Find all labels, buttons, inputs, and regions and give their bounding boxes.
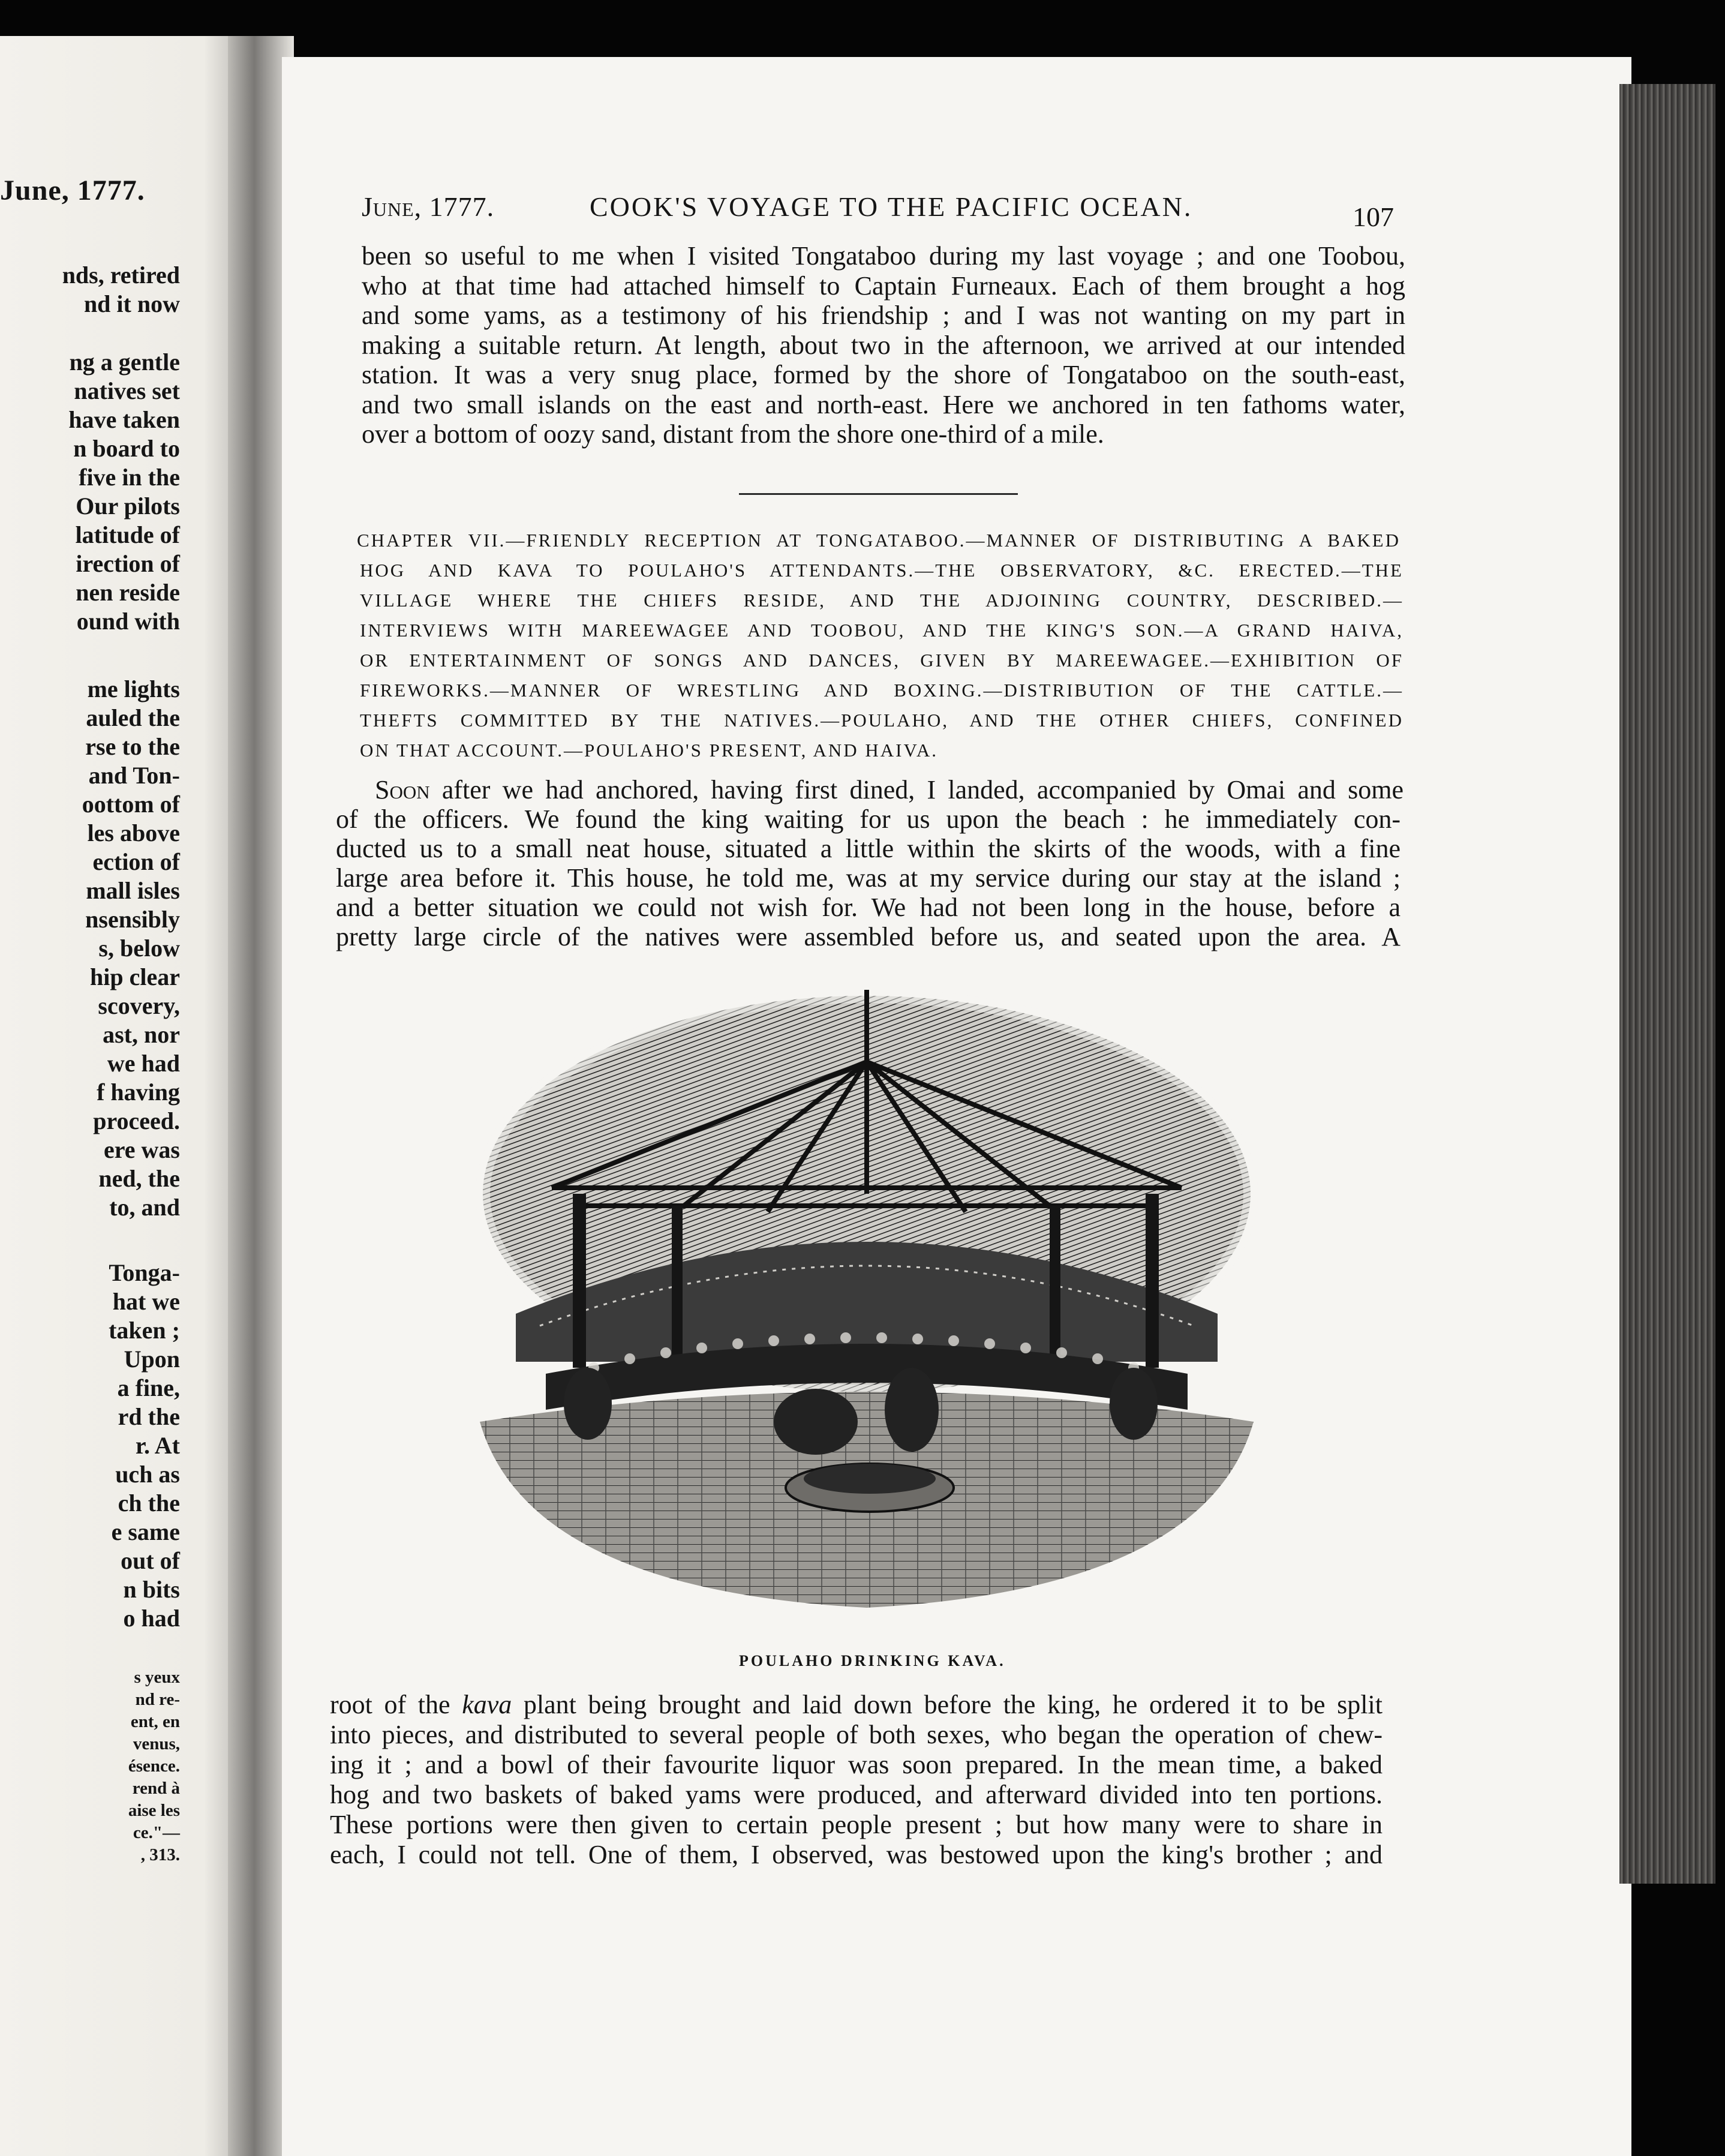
left-page-running-head: June, 1777. [0, 175, 145, 206]
text-line: large area before it. This house, he told me, was at my service during our stay at the island ; [336, 863, 1401, 893]
left-page-line: f having [97, 1079, 180, 1106]
left-page-line: a fine, [117, 1374, 180, 1401]
running-head-date: June, 1777. [362, 191, 495, 222]
left-page-line: irection of [76, 550, 180, 577]
left-page-line: n bits [123, 1576, 180, 1603]
left-page-line: ned, the [98, 1165, 180, 1192]
text-line: of the officers. We found the king waiting for us upon the beach : he immediately con- [336, 804, 1401, 834]
left-page-line: mall isles [86, 877, 180, 904]
text-line: into pieces, and distributed to several people of both sexes, who began the operation of chew- [330, 1720, 1383, 1749]
chapter-summary-line: OR ENTERTAINMENT OF SONGS AND DANCES, GIVEN BY MAREEWAGEE.—EXHIBITION OF [360, 650, 1404, 671]
left-page-line: n board to [73, 435, 180, 462]
italic-word: kava [462, 1690, 512, 1719]
left-page-line: oottom of [82, 791, 180, 818]
illustration-caption: POULAHO DRINKING KAVA. [739, 1652, 1006, 1669]
left-page-line: nds, retired [62, 262, 180, 289]
chapter-summary-line: FIREWORKS.—MANNER OF WRESTLING AND BOXING.—DISTRIBUTION OF THE CATTLE.— [360, 680, 1404, 701]
left-page-footnote-line: s yeux [134, 1668, 180, 1687]
text-line: each, I could not tell. One of them, I observed, was bestowed upon the king's brother ; and [330, 1840, 1383, 1869]
left-page-line: ng a gentle [69, 349, 180, 376]
chapter-summary-line: THEFTS COMMITTED BY THE NATIVES.—POULAHO, AND THE OTHER CHIEFS, CONFINED [360, 710, 1404, 731]
left-page-line: ch the [118, 1490, 180, 1517]
left-page-line: scovery, [98, 992, 180, 1019]
left-page-line: natives set [74, 377, 180, 404]
left-page-line: les above [87, 819, 180, 846]
text-line: making a suitable return. At length, about two in the afternoon, we arrived at our intended [362, 330, 1405, 360]
left-page-line: Upon [124, 1346, 180, 1373]
left-page-line: rse to the [85, 733, 180, 760]
text-line: pretty large circle of the natives were assembled before us, and seated upon the area. A [336, 922, 1401, 951]
section-divider-rule [739, 493, 1018, 495]
text-line: hog and two baskets of baked yams were produced, and afterward divided into ten portions. [330, 1780, 1383, 1809]
left-page-footnote-line: ésence. [128, 1756, 180, 1776]
left-page-line: ection of [92, 848, 180, 875]
text-line: been so useful to me when I visited Tongataboo during my last voyage ; and one Toobou, [362, 241, 1405, 271]
left-page-line: e same [111, 1518, 180, 1545]
left-page-line: proceed. [93, 1107, 180, 1134]
left-page-footnote-line: ent, en [130, 1712, 180, 1731]
left-page-footnote-line: nd re- [135, 1690, 180, 1709]
left-page-footnote-line: aise les [128, 1801, 180, 1820]
left-page-line: hat we [112, 1288, 180, 1315]
text-line: Soon after we had anchored, having first dined, I landed, accompanied by Omai and some [375, 775, 1404, 804]
text-line: root of the kava plant being brought and laid down before the king, he ordered it to be split [330, 1690, 1383, 1719]
chapter-summary-line: CHAPTER VII.—FRIENDLY RECEPTION AT TONGATABOO.—MANNER OF DISTRIBUTING A BAKED [357, 530, 1401, 551]
chapter-summary-line: ON THAT ACCOUNT.—POULAHO'S PRESENT, AND HAIVA. [360, 740, 939, 761]
text-line: station. It was a very snug place, formed by the shore of Tongataboo on the south-east, [362, 360, 1405, 389]
left-page-line: ere was [104, 1136, 180, 1163]
text-line: ducted us to a small neat house, situated a little within the skirts of the woods, with a fine [336, 834, 1401, 863]
text-line: and some yams, as a testimony of his friendship ; and I was not wanting on my part in [362, 301, 1405, 330]
left-page-line: latitude of [75, 521, 180, 548]
left-page-line: we had [107, 1050, 180, 1077]
text-line: and two small islands on the east and north-east. Here we anchored in ten fathoms water, [362, 389, 1405, 419]
chapter-summary-line: INTERVIEWS WITH MAREEWAGEE AND TOOBOU, AND THE KING'S SON.—A GRAND HAIVA, [360, 620, 1404, 641]
left-page-line: and Ton- [88, 762, 180, 789]
left-page-line: nen reside [76, 579, 180, 606]
left-page-line: auled the [86, 704, 180, 731]
text-line: who at that time had attached himself to Captain Furneaux. Each of them brought a hog [362, 271, 1405, 301]
small-caps-word: Soon [375, 775, 430, 804]
left-page-line: nd it now [83, 290, 180, 317]
left-page-line: taken ; [109, 1317, 180, 1344]
page-number: 107 [1353, 202, 1394, 232]
left-page-line: Our pilots [76, 493, 180, 520]
left-page-line: s, below [98, 935, 180, 962]
text-line: over a bottom of oozy sand, distant from the shore one-third of a mile. [362, 419, 1104, 449]
text-line: ing it ; and a bowl of their favourite liquor was soon prepared. In the mean time, a baked [330, 1750, 1383, 1779]
left-page-line: nsensibly [85, 906, 180, 933]
left-page-footnote-line: rend à [132, 1779, 180, 1798]
left-page-line: r. At [135, 1432, 180, 1459]
left-page-line: ast, nor [103, 1021, 180, 1048]
chapter-summary-line: HOG AND KAVA TO POULAHO'S ATTENDANTS.—THE OBSERVATORY, &C. ERECTED.—THE [360, 560, 1404, 581]
running-head [362, 191, 1411, 227]
text-line: and a better situation we could not wish for. We had not been long in the house, before a [336, 893, 1401, 922]
left-page-line: hip clear [90, 963, 180, 990]
left-page-line: have taken [68, 406, 180, 433]
running-head-title: COOK'S VOYAGE TO THE PACIFIC OCEAN. [590, 191, 1193, 222]
left-page-footnote-line: venus, [133, 1734, 180, 1753]
engraving-poulaho-drinking-kava [456, 990, 1278, 1614]
left-page-line: ound with [76, 608, 180, 635]
text-line: These portions were then given to certain people present ; but how many were to share in [330, 1810, 1383, 1839]
left-page-footnote-line: ce."— [133, 1823, 180, 1842]
left-page-line: uch as [115, 1461, 180, 1488]
left-page-footnote-line: , 313. [140, 1845, 180, 1864]
left-page-line: five in the [79, 464, 180, 491]
left-page-line: me lights [87, 675, 180, 702]
left-page-line: Tonga- [109, 1259, 180, 1286]
left-page-line: out of [121, 1547, 180, 1574]
left-page-line: rd the [118, 1403, 180, 1430]
left-page-line: to, and [109, 1194, 180, 1221]
left-page-fragment [0, 36, 255, 2156]
book-page-edges [1619, 84, 1715, 1884]
left-page-line: o had [123, 1605, 180, 1632]
chapter-summary-line: VILLAGE WHERE THE CHIEFS RESIDE, AND THE ADJOINING COUNTRY, DESCRIBED.— [360, 590, 1404, 611]
